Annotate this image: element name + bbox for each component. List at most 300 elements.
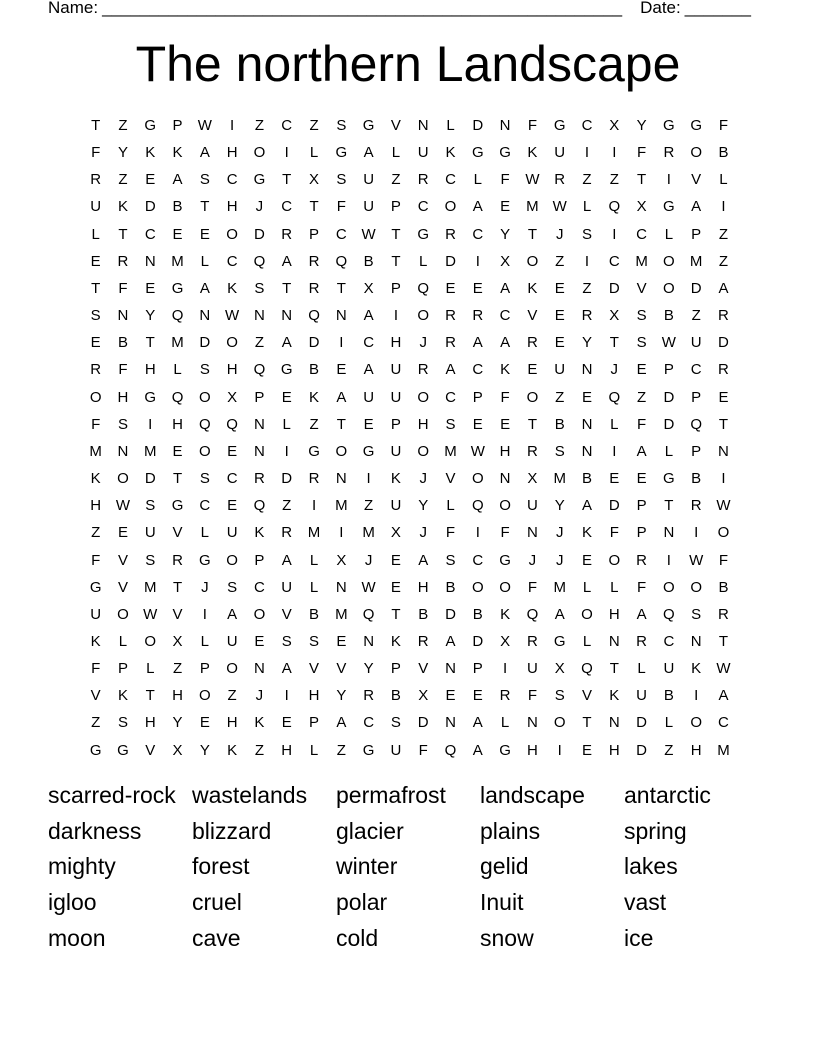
grid-letter: I bbox=[694, 687, 699, 705]
grid-letter: R bbox=[281, 524, 293, 542]
grid-letter: T bbox=[91, 279, 101, 297]
grid-letter: U bbox=[90, 198, 102, 216]
grid-letter: X bbox=[309, 171, 320, 189]
grid-letter: Z bbox=[718, 252, 729, 270]
grid-letter: G bbox=[553, 117, 566, 134]
grid-letter: C bbox=[581, 117, 593, 134]
grid-letter: I bbox=[584, 144, 590, 162]
grid-letter: Q bbox=[335, 252, 348, 270]
grid-letter: W bbox=[661, 334, 676, 352]
grid-letter: A bbox=[500, 279, 511, 297]
grid-letter: N bbox=[117, 307, 129, 325]
word-list-item: cold bbox=[336, 924, 379, 951]
grid-letter: U bbox=[390, 388, 402, 406]
date-label: Date: bbox=[640, 0, 681, 17]
grid-letter: D bbox=[308, 334, 320, 352]
grid-letter: O bbox=[417, 307, 430, 325]
grid-letter: H bbox=[281, 741, 293, 759]
grid-letter: I bbox=[612, 225, 617, 243]
grid-letter: T bbox=[172, 470, 183, 488]
grid-letter: G bbox=[171, 497, 184, 515]
grid-letter: Y bbox=[336, 687, 347, 705]
grid-letter: R bbox=[308, 279, 320, 297]
grid-letter: N bbox=[499, 117, 511, 134]
grid-letter: W bbox=[716, 660, 731, 678]
grid-letter: E bbox=[636, 361, 647, 379]
grid-letter: B bbox=[117, 334, 128, 352]
grid-letter: D bbox=[445, 605, 456, 623]
grid-letter: Z bbox=[254, 117, 265, 134]
grid-letter: Q bbox=[526, 605, 539, 623]
grid-letter: Q bbox=[581, 660, 593, 678]
grid-letter: V bbox=[90, 687, 101, 705]
grid-letter: N bbox=[363, 632, 375, 650]
grid-letter: J bbox=[528, 551, 537, 569]
grid-letter: D bbox=[445, 252, 456, 270]
grid-letter: L bbox=[582, 632, 592, 650]
grid-letter: R bbox=[526, 632, 538, 650]
grid-letter: O bbox=[471, 578, 484, 596]
grid-letter: B bbox=[445, 578, 456, 596]
grid-letter: M bbox=[635, 252, 648, 270]
word-list-item: plains bbox=[480, 817, 541, 844]
grid-letter: X bbox=[500, 632, 511, 650]
grid-letter: H bbox=[608, 605, 620, 623]
grid-letter: E bbox=[254, 632, 265, 650]
grid-letter: C bbox=[254, 578, 265, 596]
grid-letter: Z bbox=[309, 117, 319, 134]
grid-letter: A bbox=[363, 361, 374, 379]
grid-letter: I bbox=[584, 252, 590, 270]
grid-letter: R bbox=[526, 334, 538, 352]
grid-letter: D bbox=[636, 741, 647, 759]
grid-letter: H bbox=[417, 415, 429, 433]
grid-letter: M bbox=[89, 442, 102, 460]
grid-letter: U bbox=[363, 388, 375, 406]
grid-letter: Y bbox=[199, 741, 210, 759]
grid-letter: R bbox=[254, 470, 265, 488]
grid-letter: F bbox=[637, 415, 647, 433]
grid-letter: X bbox=[172, 741, 183, 759]
grid-letter: H bbox=[608, 741, 620, 759]
grid-letter: M bbox=[553, 578, 566, 596]
grid-letter: N bbox=[499, 470, 511, 488]
grid-letter: M bbox=[335, 497, 348, 515]
grid-letter: T bbox=[336, 415, 346, 433]
grid-letter: O bbox=[663, 578, 675, 596]
grid-letter: X bbox=[554, 660, 565, 678]
grid-letter: N bbox=[254, 307, 265, 325]
grid-letter: I bbox=[311, 497, 317, 515]
grid-letter: C bbox=[608, 252, 620, 270]
grid-letter: P bbox=[117, 660, 128, 678]
grid-letter: O bbox=[526, 388, 539, 406]
grid-letter: U bbox=[526, 660, 538, 678]
grid-letter: U bbox=[390, 497, 402, 515]
grid-letter: R bbox=[636, 632, 647, 650]
grid-letter: B bbox=[581, 470, 592, 488]
grid-letter: H bbox=[390, 334, 402, 352]
grid-letter: K bbox=[172, 144, 183, 162]
grid-letter: S bbox=[691, 605, 702, 623]
grid-letter: F bbox=[718, 117, 729, 134]
word-list bbox=[48, 778, 788, 956]
grid-letter: B bbox=[718, 144, 729, 162]
grid-letter: D bbox=[608, 279, 620, 297]
grid-letter: R bbox=[417, 632, 429, 650]
grid-letter: P bbox=[691, 388, 702, 406]
header bbox=[48, 0, 751, 18]
grid-letter: O bbox=[471, 470, 484, 488]
word-list-item: permafrost bbox=[336, 782, 446, 808]
grid-letter: D bbox=[472, 632, 484, 650]
grid-letter: V bbox=[336, 660, 347, 678]
grid-letter: G bbox=[663, 198, 675, 216]
word-list-item: landscape bbox=[480, 782, 585, 808]
grid-letter: T bbox=[391, 605, 401, 623]
grid-letter: N bbox=[254, 442, 265, 460]
grid-letter: P bbox=[309, 714, 320, 732]
grid-letter: G bbox=[362, 442, 375, 460]
grid-letter: R bbox=[718, 605, 729, 623]
grid-letter: K bbox=[117, 198, 128, 216]
grid-letter: O bbox=[253, 605, 266, 623]
grid-letter: H bbox=[499, 442, 511, 460]
grid-letter: E bbox=[581, 741, 592, 759]
grid-letter: F bbox=[637, 144, 647, 162]
grid-letter: A bbox=[718, 279, 729, 297]
grid-letter: I bbox=[475, 252, 480, 270]
grid-letter: H bbox=[172, 415, 183, 433]
grid-letter: N bbox=[526, 714, 538, 732]
grid-letter: A bbox=[445, 361, 456, 379]
grid-letter: M bbox=[444, 442, 457, 460]
grid-letter: M bbox=[689, 252, 703, 270]
grid-letter: A bbox=[281, 334, 292, 352]
grid-letter: Z bbox=[118, 117, 128, 134]
word-list-item: gelid bbox=[480, 853, 529, 880]
grid-letter: V bbox=[691, 171, 702, 189]
name-label: Name: bbox=[48, 0, 99, 17]
grid-letter: S bbox=[554, 687, 565, 705]
grid-letter: D bbox=[663, 388, 675, 406]
grid-letter: Y bbox=[145, 307, 156, 325]
grid-letter: O bbox=[499, 497, 511, 515]
grid-letter: Z bbox=[582, 171, 592, 189]
grid-letter: T bbox=[172, 578, 183, 596]
grid-letter: G bbox=[499, 551, 511, 569]
grid-letter: P bbox=[390, 415, 401, 433]
grid-letter: L bbox=[309, 551, 319, 569]
grid-letter: C bbox=[663, 632, 675, 650]
grid-letter: A bbox=[445, 632, 456, 650]
grid-letter: J bbox=[555, 551, 564, 569]
grid-letter: U bbox=[526, 497, 538, 515]
grid-letter: G bbox=[144, 388, 157, 406]
grid-letter: F bbox=[91, 415, 101, 433]
grid-letter: F bbox=[91, 660, 101, 678]
grid-letter: F bbox=[500, 171, 510, 189]
grid-letter: V bbox=[445, 470, 456, 488]
grid-letter: S bbox=[117, 714, 128, 732]
grid-letter: N bbox=[445, 660, 456, 678]
grid-letter: I bbox=[339, 524, 344, 542]
grid-letter: C bbox=[445, 171, 456, 189]
grid-letter: O bbox=[553, 714, 566, 732]
grid-letter: G bbox=[89, 741, 102, 759]
grid-letter: X bbox=[336, 551, 347, 569]
grid-letter: H bbox=[417, 578, 429, 596]
grid-letter: G bbox=[499, 741, 511, 759]
grid-letter: S bbox=[581, 225, 592, 243]
grid-letter: C bbox=[144, 225, 156, 243]
grid-letter: O bbox=[226, 660, 238, 678]
grid-letter: G bbox=[280, 361, 293, 379]
grid-letter: V bbox=[117, 551, 128, 569]
grid-letter: E bbox=[145, 279, 156, 297]
grid-letter: V bbox=[581, 687, 592, 705]
grid-letter: O bbox=[690, 714, 703, 732]
grid-letter: N bbox=[608, 632, 620, 650]
word-list-item: glacier bbox=[336, 817, 404, 844]
grid-letter: R bbox=[718, 307, 729, 325]
grid-letter: P bbox=[691, 225, 702, 243]
grid-letter: B bbox=[472, 605, 483, 623]
grid-letter: A bbox=[554, 605, 565, 623]
grid-letter: L bbox=[391, 144, 401, 162]
grid-letter: N bbox=[281, 307, 293, 325]
grid-letter: C bbox=[499, 307, 511, 325]
grid-letter: O bbox=[89, 388, 102, 406]
grid-letter: S bbox=[199, 470, 210, 488]
grid-letter: I bbox=[284, 687, 289, 705]
grid-letter: C bbox=[718, 714, 729, 732]
grid-letter: F bbox=[637, 578, 647, 596]
grid-letter: F bbox=[418, 741, 428, 759]
grid-letter: P bbox=[199, 660, 210, 678]
grid-letter: Q bbox=[444, 741, 457, 759]
word-list-item: ice bbox=[624, 924, 654, 951]
grid-letter: Q bbox=[171, 388, 184, 406]
grid-letter: L bbox=[664, 442, 674, 460]
grid-letter: E bbox=[199, 225, 210, 243]
grid-letter: I bbox=[666, 551, 671, 569]
grid-letter: F bbox=[527, 117, 537, 134]
grid-letter: E bbox=[336, 632, 347, 650]
grid-letter: H bbox=[226, 144, 238, 162]
grid-letter: E bbox=[500, 198, 511, 216]
grid-letter: W bbox=[361, 225, 376, 243]
grid-letter: L bbox=[91, 225, 100, 243]
grid-letter: Q bbox=[308, 307, 320, 325]
grid-letter: Q bbox=[417, 279, 430, 297]
grid-letter: U bbox=[636, 687, 647, 705]
grid-letter: X bbox=[609, 117, 620, 134]
word-search-grid bbox=[82, 112, 740, 764]
word-list-item: moon bbox=[48, 924, 106, 951]
grid-letter: L bbox=[446, 117, 455, 134]
grid-letter: L bbox=[200, 632, 209, 650]
date-field[interactable]: _______ bbox=[684, 0, 751, 17]
grid-letter: B bbox=[554, 415, 565, 433]
grid-letter: L bbox=[309, 578, 319, 596]
grid-letter: E bbox=[336, 361, 347, 379]
grid-letter: O bbox=[253, 144, 266, 162]
grid-letter: Y bbox=[554, 497, 565, 515]
grid-letter: U bbox=[390, 442, 402, 460]
grid-letter: I bbox=[366, 470, 371, 488]
grid-letter: W bbox=[361, 578, 376, 596]
grid-letter: B bbox=[363, 252, 374, 270]
grid-letter: C bbox=[363, 334, 375, 352]
grid-letter: I bbox=[721, 198, 726, 216]
grid-letter: S bbox=[445, 415, 456, 433]
word-list-item: forest bbox=[192, 853, 250, 880]
grid-letter: T bbox=[718, 415, 729, 433]
grid-letter: R bbox=[417, 171, 429, 189]
grid-letter: R bbox=[636, 551, 647, 569]
grid-letter: D bbox=[690, 279, 702, 297]
grid-letter: L bbox=[719, 171, 728, 189]
grid-letter: V bbox=[145, 741, 156, 759]
grid-letter: E bbox=[472, 415, 483, 433]
grid-letter: L bbox=[664, 714, 674, 732]
grid-letter: L bbox=[146, 660, 155, 678]
grid-letter: O bbox=[717, 524, 730, 542]
grid-letter: K bbox=[390, 470, 401, 488]
grid-letter: S bbox=[309, 632, 320, 650]
grid-letter: W bbox=[143, 605, 158, 623]
grid-letter: K bbox=[90, 632, 101, 650]
grid-letter: V bbox=[309, 660, 320, 678]
grid-letter: C bbox=[281, 198, 293, 216]
grid-letter: N bbox=[335, 470, 347, 488]
grid-letter: I bbox=[612, 442, 617, 460]
grid-letter: T bbox=[336, 279, 346, 297]
page-title: The northern Landscape bbox=[135, 36, 681, 92]
grid-letter: O bbox=[335, 442, 348, 460]
grid-letter: V bbox=[418, 660, 429, 678]
grid-letter: E bbox=[390, 551, 401, 569]
grid-letter: W bbox=[197, 117, 212, 134]
grid-letter: K bbox=[309, 388, 320, 406]
grid-letter: B bbox=[390, 687, 401, 705]
grid-letter: K bbox=[445, 144, 456, 162]
grid-letter: P bbox=[390, 279, 401, 297]
grid-letter: A bbox=[281, 660, 292, 678]
grid-letter: E bbox=[609, 470, 620, 488]
grid-letter: H bbox=[144, 361, 156, 379]
grid-letter: O bbox=[444, 198, 457, 216]
grid-letter: O bbox=[663, 279, 675, 297]
grid-letter: L bbox=[419, 252, 428, 270]
name-field[interactable]: _______________________________________________________ bbox=[102, 0, 623, 17]
grid-letter: T bbox=[282, 171, 292, 189]
grid-letter: H bbox=[226, 361, 238, 379]
word-list-item: scarred-rock bbox=[48, 782, 176, 808]
grid-letter: Q bbox=[608, 388, 621, 406]
grid-letter: W bbox=[470, 442, 485, 460]
grid-letter: C bbox=[226, 470, 238, 488]
grid-letter: K bbox=[117, 687, 128, 705]
grid-letter: Z bbox=[118, 171, 128, 189]
grid-letter: S bbox=[390, 714, 401, 732]
grid-letter: T bbox=[609, 660, 619, 678]
grid-letter: V bbox=[117, 578, 128, 596]
grid-letter: E bbox=[172, 442, 183, 460]
grid-letter: Q bbox=[471, 497, 484, 515]
grid-letter: P bbox=[390, 660, 401, 678]
grid-letter: T bbox=[145, 334, 155, 352]
grid-letter: D bbox=[417, 714, 429, 732]
word-list-item: blizzard bbox=[192, 817, 272, 844]
grid-letter: G bbox=[117, 741, 129, 759]
grid-letter: O bbox=[581, 605, 593, 623]
grid-letter: J bbox=[419, 524, 427, 542]
grid-letter: E bbox=[199, 714, 210, 732]
grid-letter: B bbox=[309, 605, 320, 623]
grid-letter: V bbox=[281, 605, 292, 623]
grid-letter: R bbox=[308, 470, 320, 488]
grid-letter: X bbox=[636, 198, 647, 216]
grid-letter: O bbox=[690, 578, 703, 596]
grid-letter: Z bbox=[254, 741, 265, 759]
grid-letter: V bbox=[390, 117, 401, 134]
grid-letter: D bbox=[718, 334, 729, 352]
grid-letter: Y bbox=[363, 660, 374, 678]
grid-letter: H bbox=[144, 714, 156, 732]
grid-letter: E bbox=[500, 415, 511, 433]
grid-letter: H bbox=[226, 714, 238, 732]
grid-letter: N bbox=[718, 442, 729, 460]
grid-letter: T bbox=[718, 632, 729, 650]
grid-letter: E bbox=[227, 442, 238, 460]
grid-letter: T bbox=[145, 687, 155, 705]
grid-letter: W bbox=[225, 307, 240, 325]
grid-letter: B bbox=[718, 578, 729, 596]
grid-letter: M bbox=[362, 524, 375, 542]
grid-letter: U bbox=[90, 605, 102, 623]
grid-letter: F bbox=[118, 279, 128, 297]
grid-letter: O bbox=[417, 388, 430, 406]
grid-letter: U bbox=[690, 334, 702, 352]
grid-letter: J bbox=[419, 334, 427, 352]
grid-letter: Y bbox=[581, 334, 592, 352]
grid-letter: C bbox=[690, 361, 702, 379]
grid-letter: V bbox=[527, 307, 538, 325]
grid-letter: A bbox=[418, 551, 429, 569]
grid-letter: S bbox=[281, 632, 292, 650]
grid-letter: C bbox=[445, 388, 456, 406]
grid-letter: L bbox=[664, 225, 674, 243]
grid-letter: O bbox=[117, 470, 129, 488]
grid-letter: G bbox=[144, 117, 157, 134]
grid-letter: L bbox=[446, 497, 455, 515]
word-list-item: lakes bbox=[624, 853, 678, 880]
grid-letter: Q bbox=[253, 361, 266, 379]
grid-letter: O bbox=[417, 442, 430, 460]
grid-letter: A bbox=[581, 497, 592, 515]
grid-letter: P bbox=[254, 551, 265, 569]
grid-letter: R bbox=[499, 687, 511, 705]
grid-letter: Q bbox=[253, 252, 266, 270]
grid-letter: E bbox=[90, 334, 101, 352]
grid-letter: L bbox=[637, 660, 646, 678]
grid-letter: K bbox=[90, 470, 101, 488]
grid-letter: V bbox=[636, 279, 647, 297]
word-list-item: snow bbox=[480, 924, 534, 951]
grid-letter: N bbox=[417, 117, 429, 134]
